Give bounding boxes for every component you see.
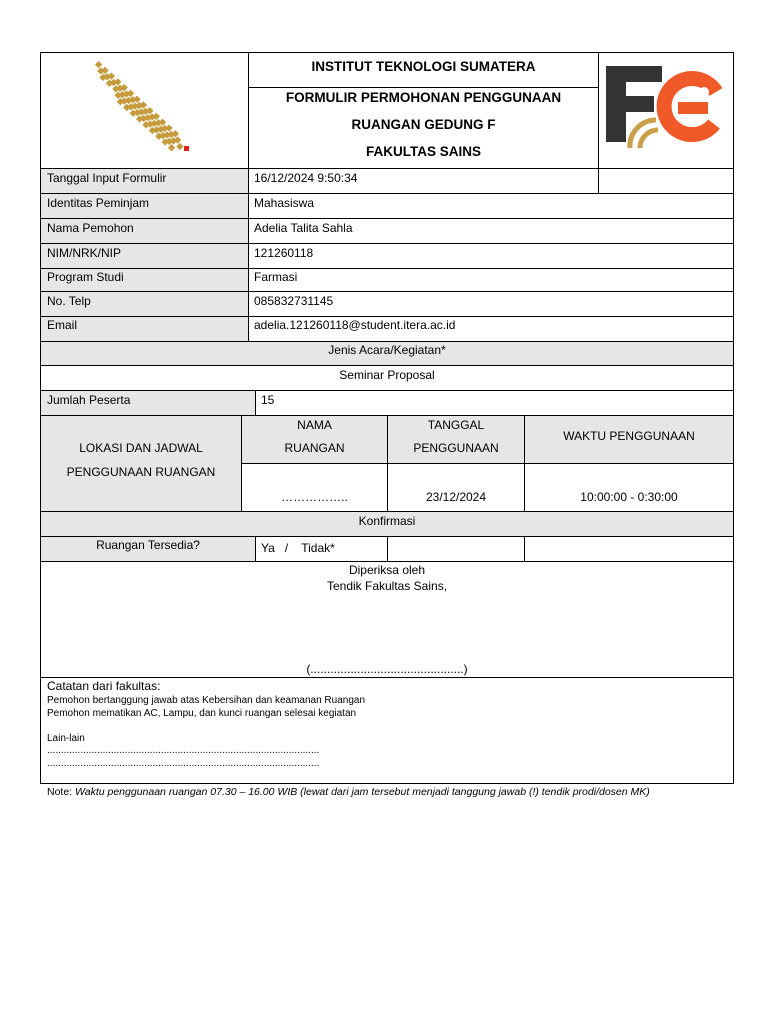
nim-value-cell — [248, 243, 734, 269]
catatan-note1: Pemohon bertanggung jawab atas Kebersihan dan keamanan Ruangan — [47, 695, 366, 706]
tanggal-value-cell — [387, 463, 525, 512]
prodi-value: Farmasi — [254, 270, 298, 284]
jumlah-peserta-value-cell — [255, 390, 734, 416]
footer-note-text: Waktu penggunaan ruangan 07.30 – 16.00 WIB (lewat dari jam tersebut menjadi tanggung jawab (!) tendik prodi/dosen MK) — [75, 786, 650, 798]
lokasi-label-line1: LOKASI DAN JADWAL — [79, 441, 203, 455]
identitas-label: Identitas Peminjam — [47, 196, 150, 210]
col-tanggal-label-line2: PENGGUNAAN — [413, 441, 499, 455]
konfirmasi-blank-cell-2 — [524, 536, 734, 562]
col-nama-label-line1: NAMA — [297, 418, 332, 432]
nama-ruangan-value: …………….. — [281, 490, 348, 504]
tanggal-input-value: 16/12/2024 9:50:34 — [254, 171, 358, 185]
diperiksa-line2: Tendik Fakultas Sains, — [326, 579, 448, 593]
telp-label: No. Telp — [47, 294, 91, 308]
tanggal-input-label: Tanggal Input Formulir — [47, 171, 167, 185]
jenis-acara-value: Seminar Proposal — [339, 368, 435, 382]
nama-ruangan-value-cell — [241, 463, 388, 512]
footer-note — [47, 786, 650, 798]
jumlah-peserta-label: Jumlah Peserta — [47, 393, 131, 407]
col-nama-label-line2: RUANGAN — [284, 441, 345, 455]
email-label: Email — [47, 318, 78, 332]
catatan-note2: Pemohon mematikan AC, Lampu, dan kunci ruangan selesai kegiatan — [47, 708, 357, 719]
tanggal-input-extra-cell — [598, 168, 734, 194]
email-value: adelia.121260118@student.itera.ac.id — [254, 318, 456, 332]
prodi-value-cell — [248, 268, 734, 292]
nim-label: NIM/NRK/NIP — [47, 246, 122, 260]
jenis-acara-label: Jenis Acara/Kegiatan* — [328, 343, 446, 357]
footer-note-label: Note: — [47, 786, 76, 798]
sumatra-map-logo — [92, 60, 196, 156]
konfirmasi-label: Konfirmasi — [358, 514, 416, 528]
catatan-title: Catatan dari fakultas: — [47, 679, 161, 693]
header-divider — [248, 87, 599, 88]
lain-lain-label: Lain-lain — [47, 733, 85, 744]
signature-line: (..............................................) — [306, 662, 468, 676]
form-title-line2: RUANGAN GEDUNG F — [351, 117, 496, 132]
ya-tidak-option: Ya / Tidak* — [261, 541, 335, 555]
lokasi-label-line2: PENGGUNAAN RUANGAN — [66, 465, 216, 479]
nama-label: Nama Pemohon — [47, 221, 134, 235]
telp-value: 085832731145 — [254, 294, 334, 308]
prodi-label: Program Studi — [47, 270, 124, 284]
form-title-line3: FAKULTAS SAINS — [365, 144, 481, 159]
lokasi-label-cell — [40, 415, 242, 512]
identitas-value-cell — [248, 193, 734, 219]
tanggal-penggunaan-value: 23/12/2024 — [425, 490, 487, 504]
fs-logo — [604, 62, 728, 152]
jumlah-peserta-value: 15 — [261, 393, 275, 407]
nim-value: 121260118 — [254, 246, 314, 260]
nama-value: Adelia Talita Sahla — [254, 221, 353, 235]
konfirmasi-blank-cell-1 — [387, 536, 525, 562]
lain-lain-dots-1: .................................................................................................. — [47, 745, 320, 756]
lain-lain-dots-2: .................................................................................................. — [47, 758, 320, 769]
diperiksa-line1: Diperiksa oleh — [348, 563, 426, 577]
form-title-line1: FORMULIR PERMOHONAN PENGGUNAAN — [285, 90, 562, 105]
institute-name: INSTITUT TEKNOLOGI SUMATERA — [311, 59, 536, 74]
waktu-value-cell — [524, 463, 734, 512]
col-waktu-label: WAKTU PENGGUNAAN — [563, 429, 695, 443]
waktu-penggunaan-value: 10:00:00 - 0:30:00 — [580, 490, 678, 504]
identitas-value: Mahasiswa — [254, 196, 315, 210]
ruangan-tersedia-label: Ruangan Tersedia? — [96, 538, 200, 552]
col-tanggal-label-line1: TANGGAL — [427, 418, 485, 432]
